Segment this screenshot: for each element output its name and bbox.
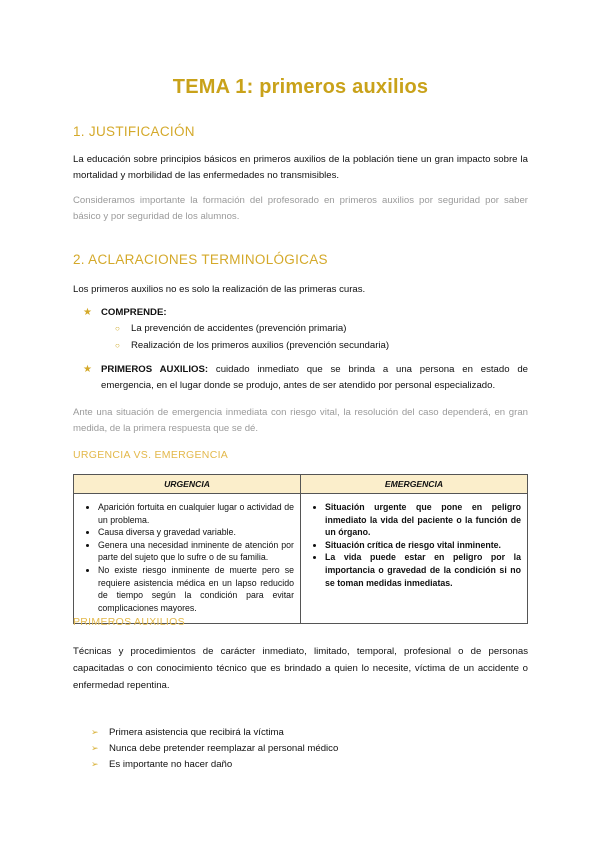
table-list-item: • Situación urgente que pone en peligro inmediato la vida del paciente o la función de un órgano. xyxy=(325,501,521,539)
paragraph-emergencia: Ante una situación de emergencia inmediata con riesgo vital, la resolución del caso dependerá, en gran medida, de la primera respuesta que se dé. xyxy=(73,407,528,434)
comprende-label: COMPRENDE: xyxy=(101,307,167,318)
list-item: Primera asistencia que recibirá la víctima xyxy=(109,727,284,738)
table-list-item: • La vida puede estar en peligro por la importancia o gravedad de la condición si no se toman medidas inmediatas. xyxy=(325,551,521,589)
table-header-urgencia: URGENCIA xyxy=(74,475,301,494)
page-title: TEMA 1: primeros auxilios xyxy=(172,76,429,98)
paragraph-intro: Los primeros auxilios no es solo la realización de las primeras curas. xyxy=(73,284,366,295)
star-bullet-icon: ★ xyxy=(83,364,92,375)
subheading-urgencia-emergencia: URGENCIA VS. EMERGENCIA xyxy=(73,449,229,461)
section-heading-justificacion: 1. JUSTIFICACIÓN xyxy=(73,124,195,139)
table-list-item: • No existe riesgo inminente de muerte pero se requiere asistencia médica en un lapso reducido de tiempo según la condición para evitar complicaciones mayores. xyxy=(98,564,294,614)
comparison-table xyxy=(73,474,528,624)
paragraph-formacion: Consideramos importante la formación del profesorado en primeros auxilios por seguridad por saber básico y por seguridad de los alumnos. xyxy=(73,195,528,222)
table-list-item: • Causa diversa y gravedad variable. xyxy=(98,526,294,539)
arrow-bullet-icon: ➢ xyxy=(91,743,99,753)
definition-text-cont: emergencia, en el lugar donde se produjo, antes de ser atendido por personal especializado. xyxy=(101,380,496,391)
definition-text: cuidado inmediato que se brinda a una persona en estado de xyxy=(215,364,528,375)
list-item: La prevención de accidentes (prevención primaria) xyxy=(131,323,347,334)
list-item: Nunca debe pretender reemplazar al personal médico xyxy=(109,743,339,754)
list-item: Realización de los primeros auxilios (prevención secundaria) xyxy=(131,340,390,351)
arrow-bullet-icon: ➢ xyxy=(91,759,99,769)
paragraph-impacto: La educación sobre principios básicos en primeros auxilios de la población tiene un gran impacto sobre la mortalidad y morbilidad de las enfermedades no transmisibles. xyxy=(73,154,528,181)
paragraph-tecnicas: Técnicas y procedimientos de carácter inmediato, limitado, temporal, profesional o de personas capacitadas o con conocimiento técnico que es brindado a quien lo necesite, víctima de un accidente o enfermedad repentina. xyxy=(73,646,528,691)
table-list-item: • Aparición fortuita en cualquier lugar o actividad de un problema. xyxy=(98,501,294,526)
table-header-emergencia: EMERGENCIA xyxy=(301,475,528,494)
definition-line xyxy=(101,362,528,378)
section-heading-aclaraciones: 2. ACLARACIONES TERMINOLÓGICAS xyxy=(73,252,328,267)
list-item: Es importante no hacer daño xyxy=(109,759,233,770)
subheading-primeros-auxilios: PRIMEROS AUXILIOS xyxy=(73,616,185,628)
definition-label: PRIMEROS AUXILIOS: xyxy=(101,364,209,375)
star-bullet-icon: ★ xyxy=(83,307,92,318)
circle-bullet-icon: ○ xyxy=(115,341,120,350)
circle-bullet-icon: ○ xyxy=(115,324,120,333)
arrow-bullet-icon: ➢ xyxy=(91,727,99,737)
table-list-item: • Situación crítica de riesgo vital inminente. xyxy=(325,539,521,552)
table-list-item: • Genera una necesidad inminente de atención por parte del sujeto que lo sufre o de su familia. xyxy=(98,539,294,564)
emergencia-cell xyxy=(301,494,528,624)
urgencia-cell xyxy=(74,494,301,624)
